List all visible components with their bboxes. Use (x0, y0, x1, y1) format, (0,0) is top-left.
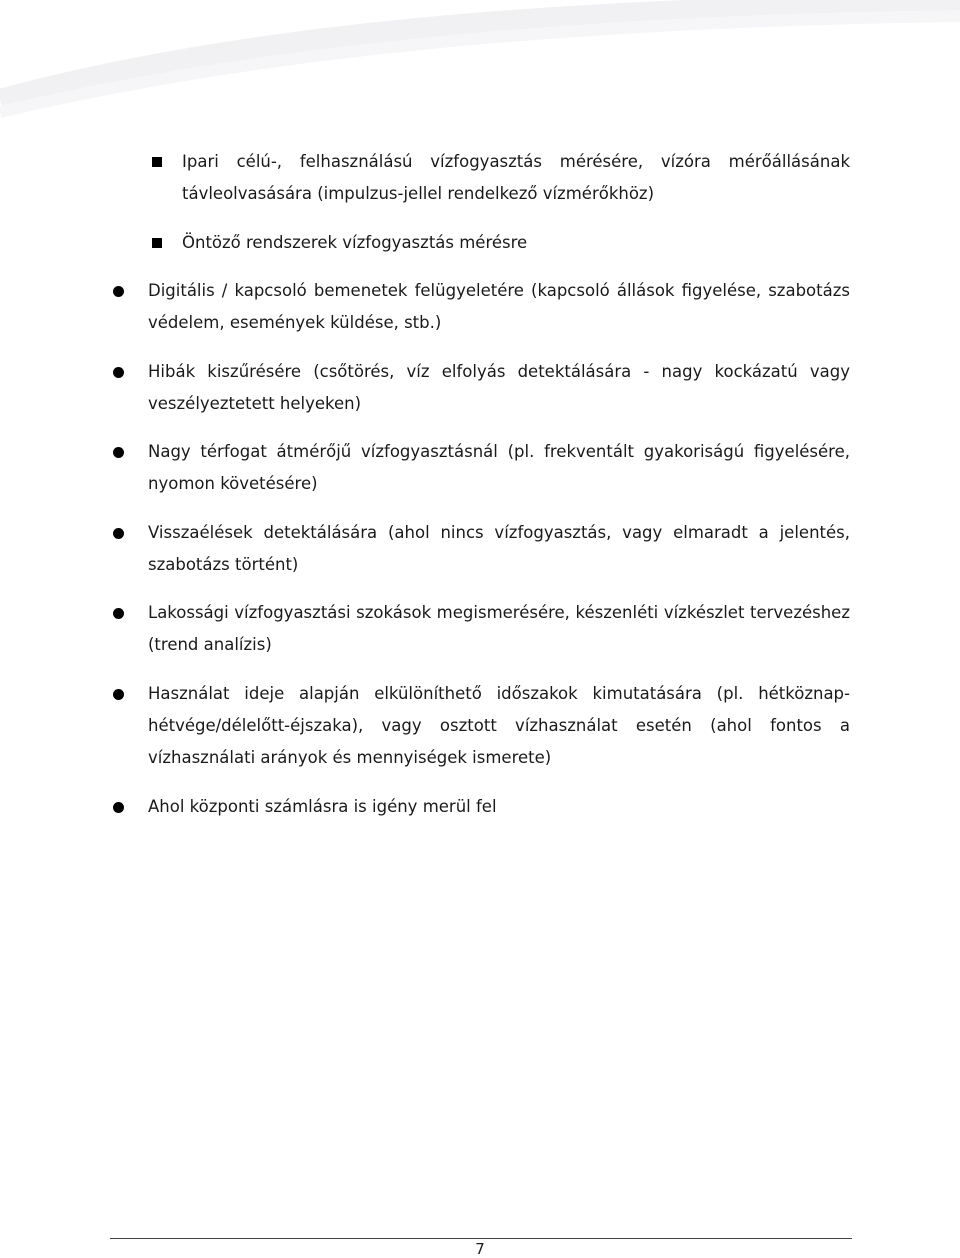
square-bullet-icon (152, 238, 162, 248)
list-item: Digitális / kapcsoló bemenetek felügyeletére (kapcsoló állások figyelése, szabotázs védelem, események küldése, stb.) (148, 281, 850, 332)
round-bullet-icon (113, 802, 124, 813)
list-item: Hibák kiszűrésére (csőtörés, víz elfolyás detektálására - nagy kockázatú vagy veszélyeztetett helyeken) (148, 362, 850, 413)
header-swoosh-decoration (0, 0, 960, 140)
round-bullet-icon (113, 367, 124, 378)
list-item: Ipari célú-, felhasználású vízfogyasztás mérésére, vízóra mérőállásának távleolvasására (impulzus-jellel rendelkező vízmérőkhöz) (182, 152, 850, 203)
round-bullet-icon (113, 447, 124, 458)
list-item: Öntöző rendszerek vízfogyasztás mérésre (182, 233, 528, 252)
round-bullet-icon (113, 286, 124, 297)
round-bullet-icon (113, 608, 124, 619)
round-bullet-icon (113, 689, 124, 700)
footer-divider (110, 1238, 852, 1239)
list-item: Lakossági vízfogyasztási szokások megismerésére, készenléti vízkészlet tervezéshez (trend analízis) (148, 603, 850, 654)
list-item: Ahol központi számlásra is igény merül fel (148, 797, 497, 816)
list-item: Nagy térfogat átmérőjű vízfogyasztásnál (pl. frekventált gyakoriságú figyelésére, nyomon követésére) (148, 442, 850, 493)
list-item: Visszaélések detektálására (ahol nincs vízfogyasztás, vagy elmaradt a jelentés, szabotázs történt) (148, 523, 850, 574)
page-number: 7 (475, 1240, 485, 1258)
square-bullet-icon (152, 157, 162, 167)
list-item: Használat ideje alapján elkülöníthető időszakok kimutatására (pl. hétköznap-hétvége/délelőtt-éjszaka), vagy osztott vízhasználat esetén (ahol fontos a vízhasználati arányok és mennyiségek ismerete) (148, 684, 850, 767)
round-bullet-icon (113, 528, 124, 539)
